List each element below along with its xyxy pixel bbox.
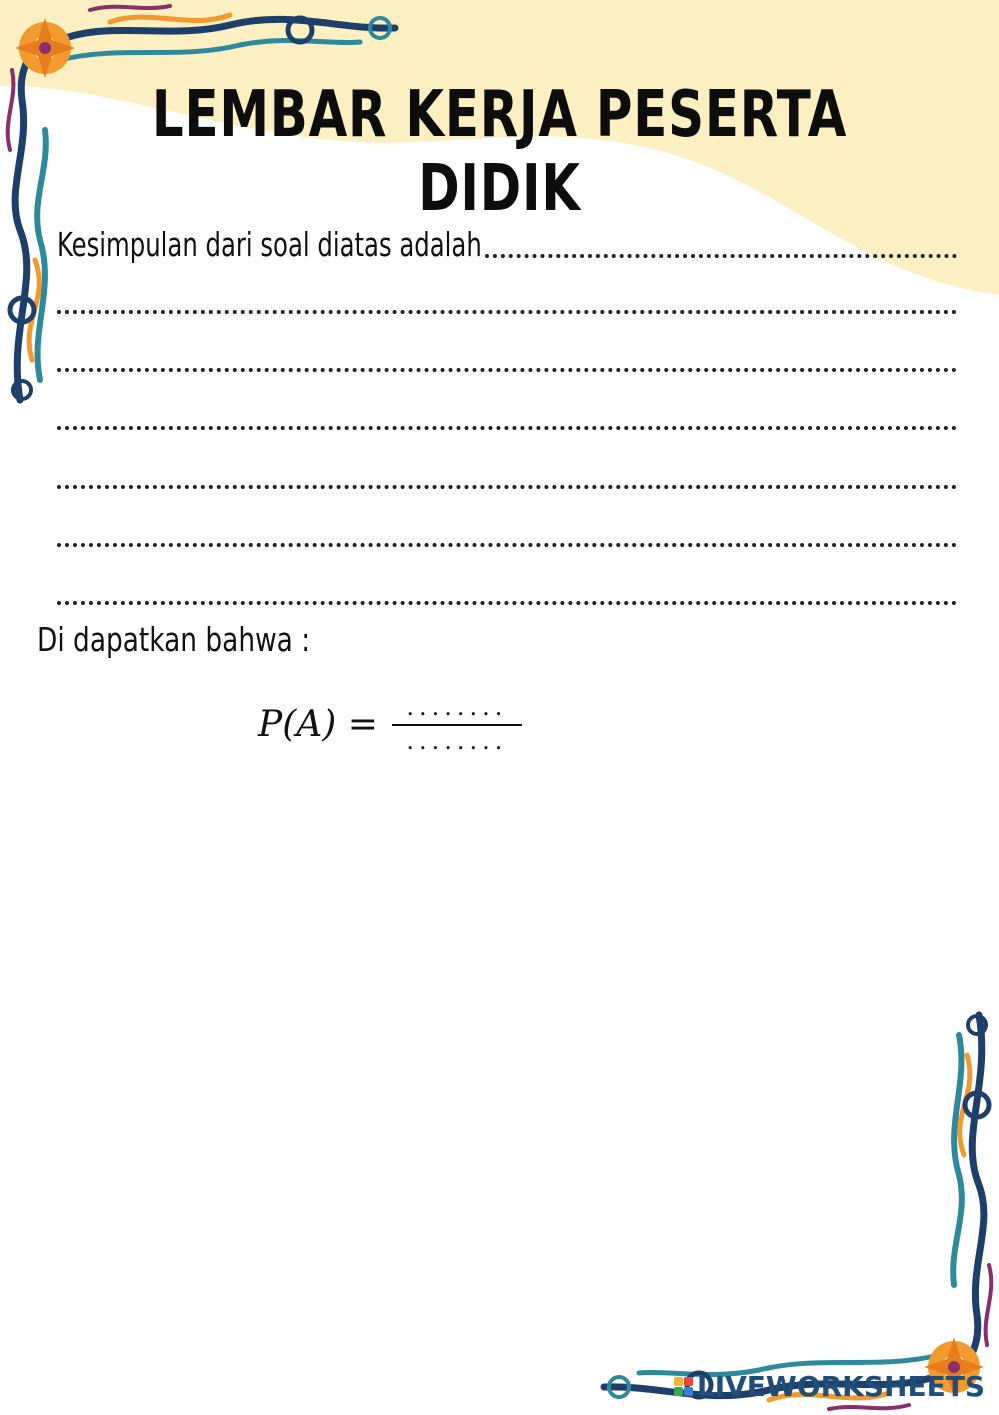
liveworksheets-watermark	[674, 1370, 985, 1403]
answer-line[interactable]	[57, 426, 957, 430]
numerator-blank[interactable]: ........	[406, 693, 508, 721]
probability-formula	[258, 684, 522, 764]
answer-line[interactable]	[57, 543, 957, 547]
denominator-blank[interactable]: ........	[406, 727, 508, 755]
brand-text: LIVEWORKSHEETS	[696, 1370, 985, 1403]
corner-ornament-bottom-right	[579, 995, 999, 1415]
page-title: LEMBAR KERJA PESERTA DIDIK	[151, 78, 848, 226]
liveworksheets-logo-icon	[674, 1377, 693, 1396]
answer-line[interactable]	[57, 310, 957, 314]
conclusion-prompt: Kesimpulan dari soal diatas adalah	[57, 225, 482, 264]
formula-lhs: P(A) =	[258, 703, 378, 745]
result-heading: Di dapatkan bahwa :	[37, 620, 311, 659]
answer-line[interactable]	[57, 485, 957, 489]
answer-line[interactable]	[57, 601, 957, 605]
formula-fraction	[392, 692, 522, 756]
answer-line-inline[interactable]	[485, 254, 957, 258]
answer-line[interactable]	[57, 368, 957, 372]
conclusion-prompt-row	[57, 220, 957, 264]
